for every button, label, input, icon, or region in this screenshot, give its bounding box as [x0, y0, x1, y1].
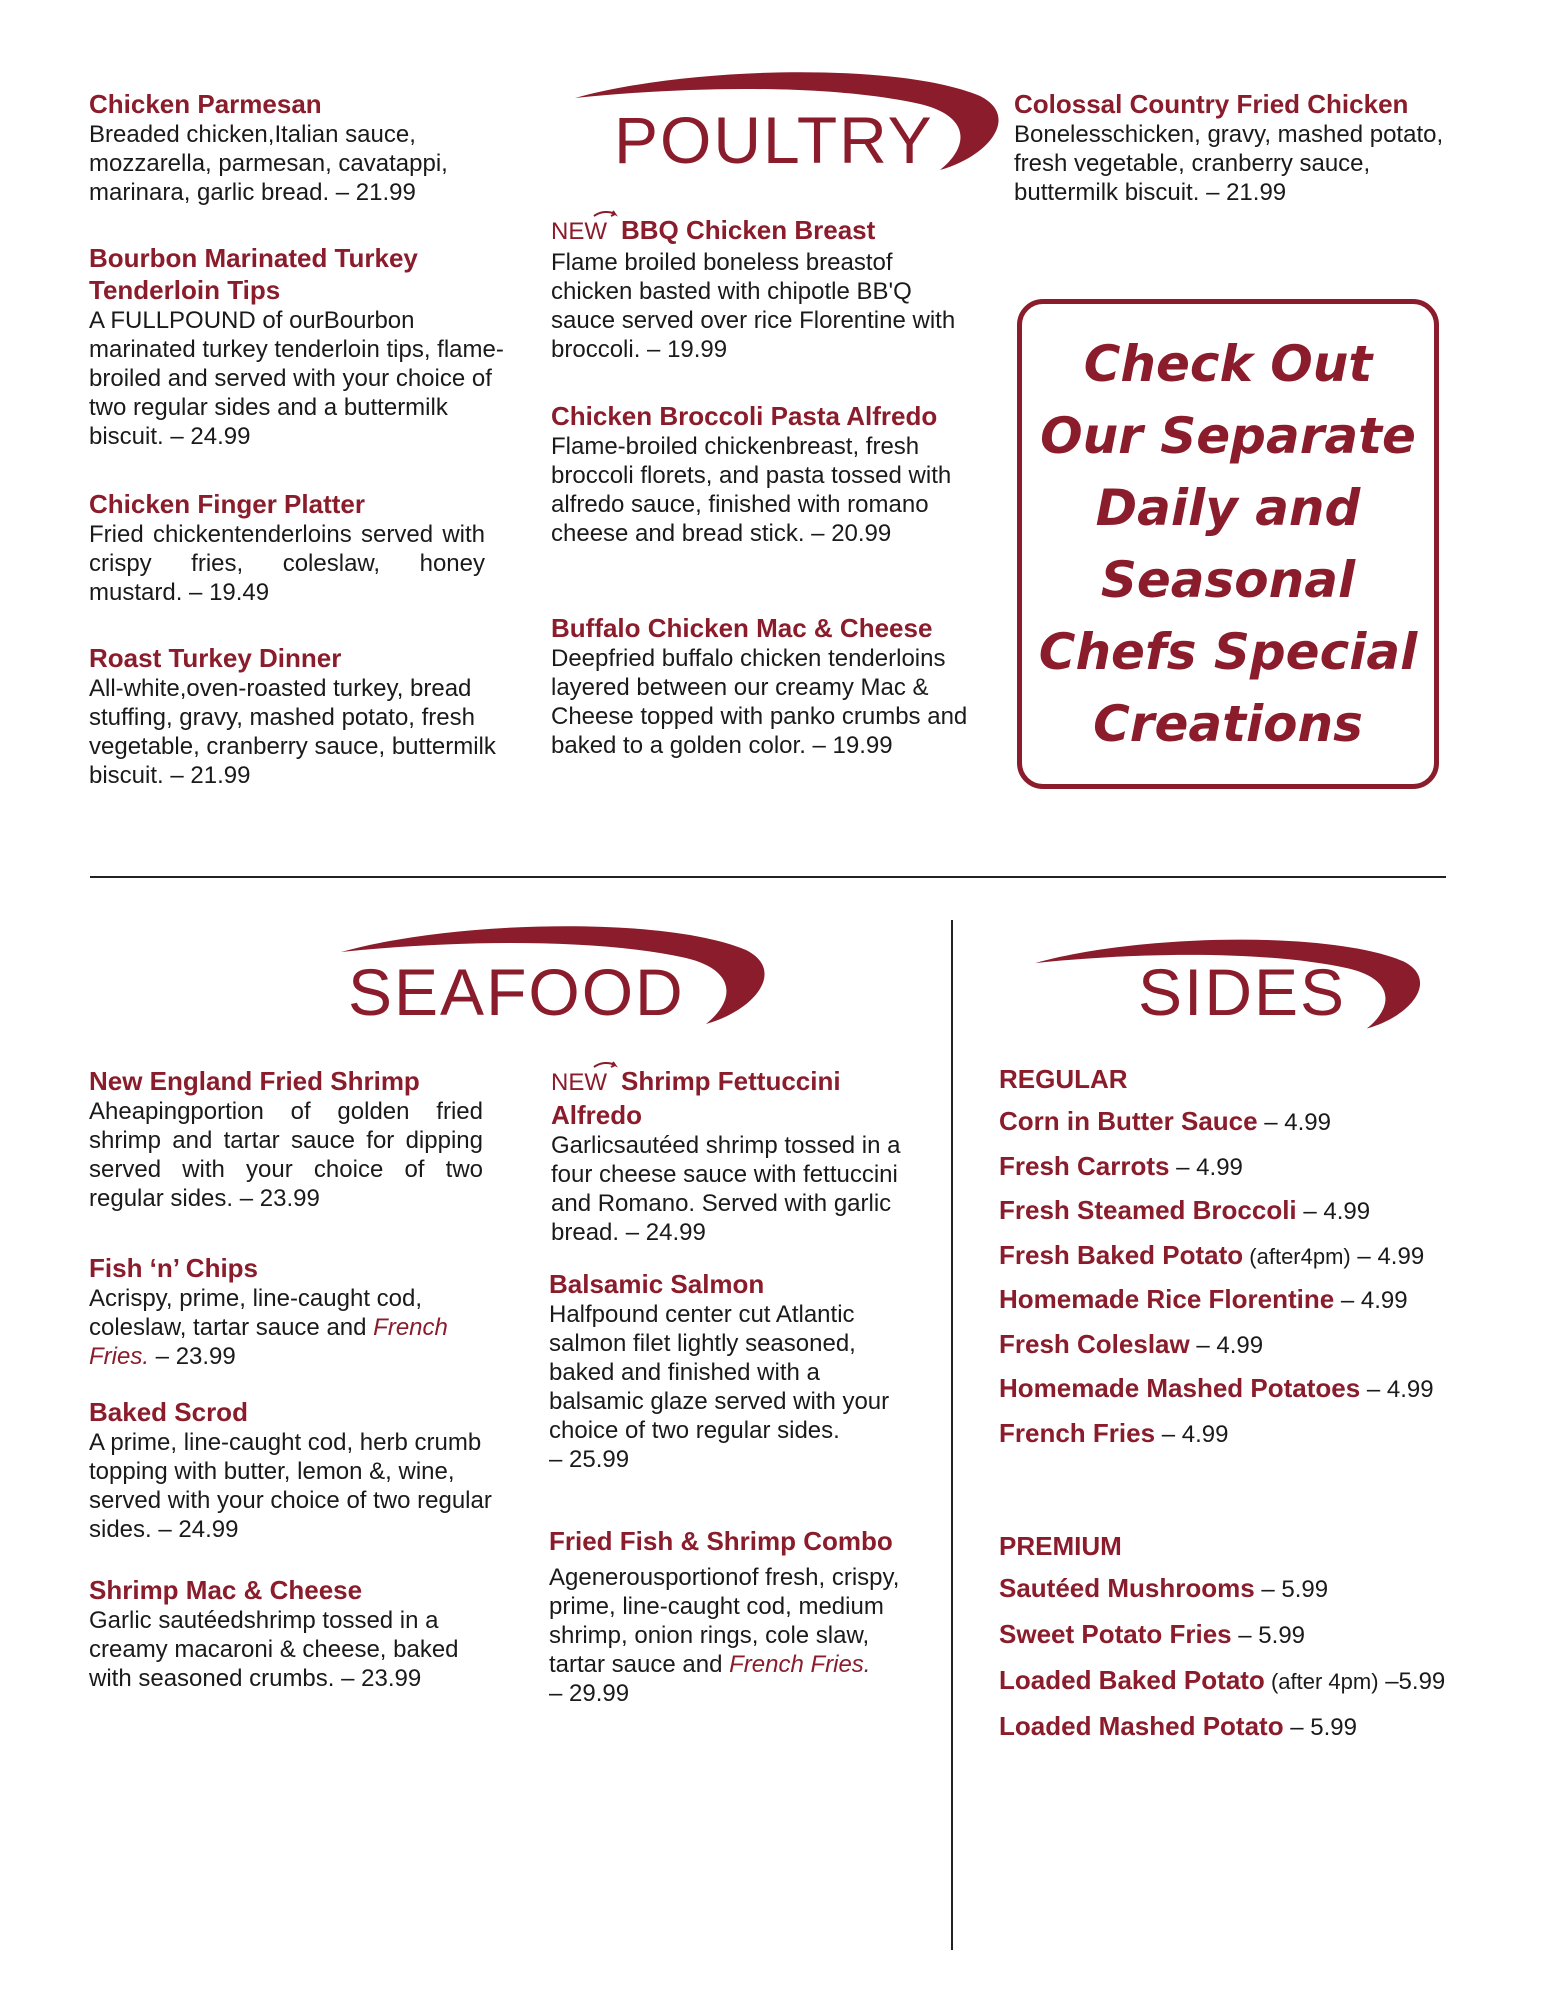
side-price: – 5.99 [1283, 1714, 1357, 1741]
menu-item [89, 88, 499, 207]
item-price: – 19.99 [647, 336, 728, 363]
seafood-heading: SEAFOOD [348, 955, 685, 1029]
item-name-line2: Tenderloin Tips [89, 275, 281, 305]
item-price: – 21.99 [170, 762, 251, 789]
callout-line: Daily and [1095, 479, 1361, 537]
item-description: Flame broiled boneless breastof chicken basted with chipotle BB'Q sauce served over rice Florentine with broccoli. – 19.99 [551, 249, 956, 363]
item-highlight: French Fries. [89, 1314, 448, 1370]
item-name: Fried Fish & Shrimp Combo [549, 1526, 893, 1556]
menu-item [89, 642, 529, 790]
item-description: Agenerousportionof fresh, crispy, prime, line-caught cod, medium shrimp, onion rings, cole slaw, tartar sauce and French Fries. – 29.99 [549, 1564, 900, 1707]
item-name-line2: Alfredo [551, 1100, 642, 1130]
item-highlight: French Fries. [729, 1651, 871, 1678]
side-item [999, 1151, 1243, 1182]
item-price: – 23.99 [239, 1185, 320, 1212]
side-item [999, 1573, 1328, 1604]
menu-item [89, 1252, 499, 1371]
side-price: –5.99 [1378, 1668, 1446, 1695]
item-description: Garlicsautéed shrimp tossed in a four cheese sauce with fettuccini and Romano. Served with garlic bread. – 24.99 [551, 1132, 901, 1246]
side-price: – 5.99 [1231, 1622, 1306, 1649]
side-name: Fresh Baked Potato [999, 1239, 1244, 1270]
poultry-heading: POULTRY [614, 103, 934, 177]
item-description: All-white,oven-roasted turkey, bread stuffing, gravy, mashed potato, fresh vegetable, cranberry sauce, buttermilk biscuit. – 21.99 [89, 675, 496, 789]
menu-item [89, 1396, 499, 1544]
menu-item [551, 400, 969, 548]
side-item [999, 1240, 1424, 1271]
item-description: Acrispy, prime, line-caught cod, coleslaw, tartar sauce and French Fries. – 23.99 [89, 1285, 448, 1370]
item-name: Roast Turkey Dinner [89, 643, 342, 673]
item-name: Bourbon Marinated Turkey [89, 243, 418, 273]
menu-item [89, 242, 509, 451]
menu-item [89, 488, 485, 607]
item-price: – 29.99 [549, 1680, 630, 1707]
side-name: Loaded Mashed Potato [999, 1711, 1284, 1741]
side-item [999, 1373, 1434, 1404]
item-name: Buffalo Chicken Mac & Cheese [551, 613, 933, 643]
new-badge-arrow-icon [593, 210, 619, 224]
item-name: Colossal Country Fried Chicken [1014, 89, 1409, 119]
side-price: – 4.99 [1350, 1242, 1425, 1270]
menu-item [89, 1574, 499, 1693]
side-name: Sweet Potato Fries [999, 1619, 1232, 1649]
sides-premium-title: PREMIUM [999, 1531, 1122, 1561]
side-item [999, 1284, 1408, 1315]
side-price: – 4.99 [1155, 1420, 1229, 1448]
item-price: – 19.49 [189, 579, 270, 606]
side-note: (after4pm) [1243, 1243, 1351, 1269]
callout-line: Creations [1093, 695, 1363, 753]
column-divider [951, 920, 953, 1950]
side-name: Homemade Rice Florentine [999, 1284, 1335, 1314]
new-badge-arrow-icon [593, 1061, 619, 1075]
item-price: – 21.99 [335, 179, 416, 206]
item-description: Fried chickentenderloins served with crispy fries, coleslaw, honey mustard. – 19.49 [89, 521, 485, 606]
callout-line: Check Out [1083, 335, 1373, 393]
item-price: – 25.99 [549, 1446, 630, 1473]
item-name: NEW Shrimp Fettuccini [551, 1065, 931, 1099]
item-description: Deepfried buffalo chicken tenderloins layered between our creamy Mac & Cheese topped with panko crumbs and baked to a golden color. – 19.99 [551, 645, 968, 759]
callout-line: Chefs Special [1038, 623, 1418, 681]
item-description: A FULLPOUND of ourBourbon marinated turkey tenderloin tips, flame-broiled and served with your choice of two regular sides and a buttermilk biscuit. – 24.99 [89, 307, 504, 450]
item-description: Garlic sautéedshrimp tossed in a creamy macaroni & cheese, baked with seasoned crumbs. – 23.99 [89, 1607, 459, 1692]
side-name: Homemade Mashed Potatoes [999, 1373, 1361, 1403]
menu-item [89, 1065, 483, 1213]
item-description: Bonelesschicken, gravy, mashed potato, fresh vegetable, cranberry sauce, buttermilk biscuit. – 21.99 [1014, 121, 1444, 206]
callout-line: Our Separate [1040, 407, 1416, 465]
side-name: Fresh Carrots [999, 1150, 1170, 1181]
side-item [999, 1665, 1445, 1696]
callout-text [1038, 328, 1418, 760]
sides-heading: SIDES [1138, 955, 1347, 1029]
side-item [999, 1106, 1331, 1137]
side-item [999, 1195, 1370, 1226]
item-price: – 21.99 [1206, 179, 1287, 206]
side-price: – 4.99 [1334, 1287, 1408, 1314]
section-divider [90, 876, 1446, 878]
side-item [999, 1329, 1263, 1360]
item-price: – 20.99 [811, 520, 892, 547]
item-name: Shrimp Mac & Cheese [89, 1575, 363, 1605]
side-price: – 4.99 [1189, 1331, 1264, 1359]
menu-item [549, 1268, 919, 1474]
menu-item [551, 214, 971, 364]
side-price: – 4.99 [1257, 1109, 1331, 1136]
item-name: Chicken Finger Platter [89, 489, 365, 519]
side-name: Loaded Baked Potato [999, 1665, 1265, 1695]
menu-item [551, 612, 969, 760]
new-badge: NEW [551, 216, 607, 248]
item-price: – 24.99 [158, 1516, 239, 1543]
side-price: – 4.99 [1169, 1153, 1243, 1181]
new-badge: NEW [551, 1067, 607, 1099]
side-price: – 4.99 [1296, 1198, 1371, 1225]
item-description: Flame-broiled chickenbreast, fresh broccoli florets, and pasta tossed with alfredo sauce, finished with romano cheese and bread stick. – 20.99 [551, 433, 952, 547]
item-description: A prime, line-caught cod, herb crumb topping with butter, lemon &, wine, served with your choice of two regular sides. – 24.99 [89, 1429, 492, 1543]
item-price: – 19.99 [812, 732, 893, 759]
sides-regular-title: REGULAR [999, 1064, 1128, 1094]
side-item [999, 1619, 1305, 1650]
menu-item [551, 1065, 931, 1247]
item-price: – 24.99 [170, 423, 251, 450]
side-name: Sautéed Mushrooms [999, 1573, 1255, 1603]
side-name: Fresh Steamed Broccoli [999, 1195, 1297, 1225]
item-name: Baked Scrod [89, 1397, 248, 1427]
menu-item [1014, 88, 1454, 207]
side-name: French Fries [999, 1417, 1156, 1448]
item-description: Halfpound center cut Atlantic salmon filet lightly seasoned, baked and finished with a balsamic glaze served with your choice of two regular sides. – 25.99 [549, 1301, 890, 1473]
side-item [999, 1418, 1228, 1449]
chef-specials-callout [1017, 299, 1439, 789]
side-item [999, 1711, 1357, 1742]
menu-item [549, 1525, 929, 1708]
item-description: Breaded chicken,Italian sauce, mozzarella, parmesan, cavatappi, marinara, garlic bread. – 21.99 [89, 121, 448, 206]
item-name: Chicken Parmesan [89, 89, 322, 119]
side-price: – 4.99 [1360, 1376, 1434, 1403]
item-description: Aheapingportion of golden fried shrimp and tartar sauce for dipping served with your choice of two regular sides. – 23.99 [89, 1098, 483, 1212]
item-name: Balsamic Salmon [549, 1269, 765, 1299]
side-name: Corn in Butter Sauce [999, 1106, 1258, 1136]
side-price: – 5.99 [1254, 1576, 1329, 1603]
item-name: NEW BBQ Chicken Breast [551, 214, 971, 248]
item-price: – 23.99 [155, 1343, 236, 1370]
item-name: Fish ‘n’ Chips [89, 1253, 259, 1283]
item-price: – 23.99 [341, 1665, 422, 1692]
side-note: (after 4pm) [1264, 1669, 1379, 1694]
item-name: Chicken Broccoli Pasta Alfredo [551, 401, 938, 431]
side-name: Fresh Coleslaw [999, 1328, 1190, 1359]
item-price: – 24.99 [625, 1219, 706, 1246]
callout-line: Seasonal [1100, 551, 1356, 609]
item-name: New England Fried Shrimp [89, 1066, 420, 1096]
